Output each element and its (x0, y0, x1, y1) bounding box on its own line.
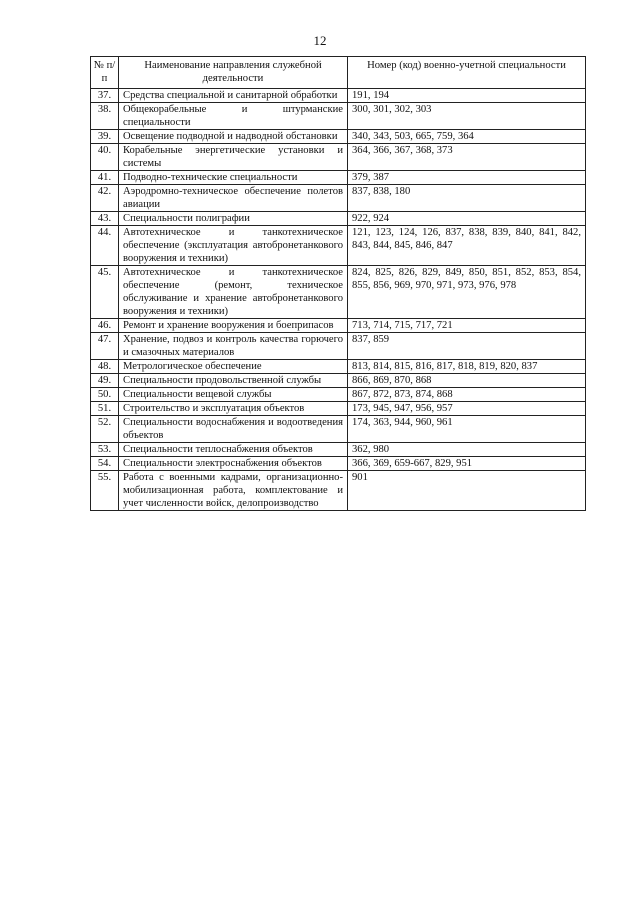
row-number: 53. (91, 443, 119, 457)
row-direction-name: Работа с военными кадрами, организационно-мобилизационная работа, комплектование и учет численности войск, делопроизводство (119, 471, 348, 511)
row-direction-name: Общекорабельные и штурманские специальности (119, 103, 348, 130)
row-specialty-codes: 191, 194 (348, 89, 586, 103)
row-number: 54. (91, 457, 119, 471)
table-row (91, 144, 586, 171)
table-row (91, 388, 586, 402)
table-row (91, 212, 586, 226)
row-number: 52. (91, 416, 119, 443)
row-direction-name: Специальности водоснабжения и водоотведения объектов (119, 416, 348, 443)
table-body (91, 89, 586, 511)
row-specialty-codes: 366, 369, 659-667, 829, 951 (348, 457, 586, 471)
table-row (91, 416, 586, 443)
table-header-row (91, 57, 586, 89)
specialties-table (90, 56, 586, 511)
row-specialty-codes: 300, 301, 302, 303 (348, 103, 586, 130)
row-specialty-codes: 867, 872, 873, 874, 868 (348, 388, 586, 402)
page-number: 12 (313, 33, 327, 48)
row-number: 45. (91, 266, 119, 319)
row-specialty-codes: 813, 814, 815, 816, 817, 818, 819, 820, 837 (348, 360, 586, 374)
row-number: 48. (91, 360, 119, 374)
row-direction-name: Метрологическое обеспечение (119, 360, 348, 374)
row-number: 44. (91, 226, 119, 266)
row-direction-name: Специальности вещевой службы (119, 388, 348, 402)
table-row (91, 333, 586, 360)
row-specialty-codes: 837, 838, 180 (348, 185, 586, 212)
row-direction-name: Освещение подводной и надводной обстановки (119, 130, 348, 144)
table-row (91, 130, 586, 144)
row-number: 43. (91, 212, 119, 226)
row-direction-name: Специальности полиграфии (119, 212, 348, 226)
row-number: 39. (91, 130, 119, 144)
row-number: 47. (91, 333, 119, 360)
row-direction-name: Специальности теплоснабжения объектов (119, 443, 348, 457)
table-row (91, 443, 586, 457)
row-number: 37. (91, 89, 119, 103)
row-direction-name: Автотехническое и танкотехническое обеспечение (эксплуатация автобронетанкового вооружения и техники) (119, 226, 348, 266)
row-number: 50. (91, 388, 119, 402)
row-direction-name: Корабельные энергетические установки и системы (119, 144, 348, 171)
table-row (91, 185, 586, 212)
row-number: 38. (91, 103, 119, 130)
table-row (91, 266, 586, 319)
row-direction-name: Специальности продовольственной службы (119, 374, 348, 388)
row-specialty-codes: 901 (348, 471, 586, 511)
row-specialty-codes: 364, 366, 367, 368, 373 (348, 144, 586, 171)
row-direction-name: Хранение, подвоз и контроль качества горючего и смазочных материалов (119, 333, 348, 360)
row-number: 41. (91, 171, 119, 185)
row-direction-name: Подводно-технические специальности (119, 171, 348, 185)
table-row (91, 171, 586, 185)
row-direction-name: Специальности электроснабжения объектов (119, 457, 348, 471)
row-number: 49. (91, 374, 119, 388)
table-row (91, 89, 586, 103)
header-specialty-code: Номер (код) военно-учетной специальности (348, 57, 586, 89)
row-direction-name: Средства специальной и санитарной обработки (119, 89, 348, 103)
table-row (91, 360, 586, 374)
table-row (91, 226, 586, 266)
row-number: 51. (91, 402, 119, 416)
row-specialty-codes: 173, 945, 947, 956, 957 (348, 402, 586, 416)
row-number: 42. (91, 185, 119, 212)
table-row (91, 374, 586, 388)
row-specialty-codes: 713, 714, 715, 717, 721 (348, 319, 586, 333)
table-row (91, 457, 586, 471)
row-direction-name: Строительство и эксплуатация объектов (119, 402, 348, 416)
row-direction-name: Автотехническое и танкотехническое обеспечение (ремонт, техническое обслуживание и хранение автобронетанкового вооружения и техники) (119, 266, 348, 319)
row-specialty-codes: 379, 387 (348, 171, 586, 185)
row-specialty-codes: 362, 980 (348, 443, 586, 457)
row-specialty-codes: 824, 825, 826, 829, 849, 850, 851, 852, 853, 854, 855, 856, 969, 970, 971, 973, 976, 978 (348, 266, 586, 319)
row-number: 40. (91, 144, 119, 171)
header-direction-name: Наименование направления служебной деятельности (119, 57, 348, 89)
row-specialty-codes: 922, 924 (348, 212, 586, 226)
header-number: № п/п (91, 57, 119, 89)
row-specialty-codes: 866, 869, 870, 868 (348, 374, 586, 388)
row-number: 55. (91, 471, 119, 511)
table-row (91, 103, 586, 130)
row-specialty-codes: 340, 343, 503, 665, 759, 364 (348, 130, 586, 144)
row-specialty-codes: 837, 859 (348, 333, 586, 360)
row-specialty-codes: 174, 363, 944, 960, 961 (348, 416, 586, 443)
table-row (91, 471, 586, 511)
table-row (91, 402, 586, 416)
row-specialty-codes: 121, 123, 124, 126, 837, 838, 839, 840, 841, 842, 843, 844, 845, 846, 847 (348, 226, 586, 266)
row-direction-name: Ремонт и хранение вооружения и боеприпасов (119, 319, 348, 333)
table-row (91, 319, 586, 333)
row-direction-name: Аэродромно-техническое обеспечение полетов авиации (119, 185, 348, 212)
row-number: 46. (91, 319, 119, 333)
